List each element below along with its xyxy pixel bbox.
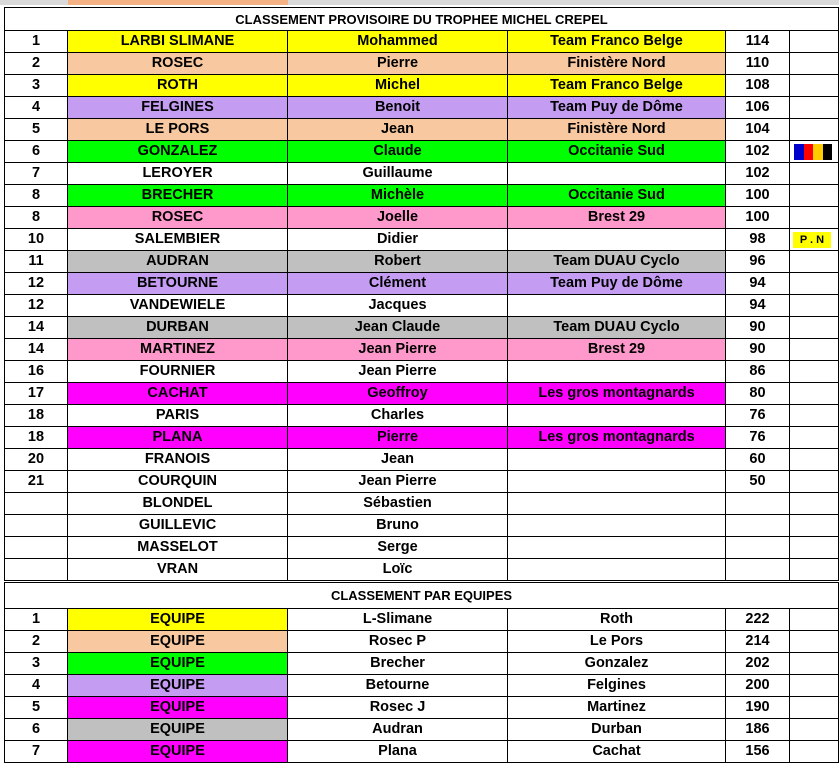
first-name-cell: Michel	[288, 75, 508, 97]
last-name-cell: VRAN	[68, 559, 288, 581]
last-name-cell: FOURNIER	[68, 361, 288, 383]
team-cell: Team DUAU Cyclo	[508, 251, 726, 273]
mark-cell	[790, 427, 839, 449]
team-cell	[508, 493, 726, 515]
first-name-cell: Jean Pierre	[288, 361, 508, 383]
team-points-cell: 214	[726, 631, 790, 653]
first-name-cell: Clément	[288, 273, 508, 295]
points-cell: 90	[726, 339, 790, 361]
last-name-cell: SALEMBIER	[68, 229, 288, 251]
last-name-cell: MASSELOT	[68, 537, 288, 559]
last-name-cell: COURQUIN	[68, 471, 288, 493]
team-label-cell: EQUIPE	[68, 675, 288, 697]
last-name-cell: FELGINES	[68, 97, 288, 119]
team-member-b-cell: Durban	[508, 719, 726, 741]
team-rank-cell: 7	[4, 741, 68, 763]
last-name-cell: VANDEWIELE	[68, 295, 288, 317]
rank-cell: 7	[4, 163, 68, 185]
mark-cell	[790, 141, 839, 163]
rank-cell: 5	[4, 119, 68, 141]
team-rank-cell: 5	[4, 697, 68, 719]
rank-cell: 11	[4, 251, 68, 273]
rank-cell: 17	[4, 383, 68, 405]
mark-cell	[790, 515, 839, 537]
last-name-cell: CACHAT	[68, 383, 288, 405]
mark-cell	[790, 361, 839, 383]
mark-cell	[790, 273, 839, 295]
team-cell	[508, 515, 726, 537]
team-cell: Brest 29	[508, 339, 726, 361]
mark-cell	[790, 185, 839, 207]
first-name-cell: Jean Claude	[288, 317, 508, 339]
rank-cell	[4, 493, 68, 515]
pn-badge: P . N	[793, 232, 831, 248]
mark-cell	[790, 119, 839, 141]
team-rank-cell: 2	[4, 631, 68, 653]
team-points-cell: 186	[726, 719, 790, 741]
mark-cell	[790, 207, 839, 229]
first-name-cell: Jean Pierre	[288, 339, 508, 361]
team-cell: Team DUAU Cyclo	[508, 317, 726, 339]
last-name-cell: LEROYER	[68, 163, 288, 185]
last-name-cell: BRECHER	[68, 185, 288, 207]
team-cell	[508, 295, 726, 317]
first-name-cell: Michèle	[288, 185, 508, 207]
first-name-cell: Jean	[288, 449, 508, 471]
team-member-a-cell: Audran	[288, 719, 508, 741]
team-points-cell: 190	[726, 697, 790, 719]
first-name-cell: Didier	[288, 229, 508, 251]
team-label-cell: EQUIPE	[68, 741, 288, 763]
points-cell: 60	[726, 449, 790, 471]
rank-cell: 4	[4, 97, 68, 119]
first-name-cell: Guillaume	[288, 163, 508, 185]
section-divider	[4, 580, 839, 583]
points-cell: 50	[726, 471, 790, 493]
points-cell: 94	[726, 295, 790, 317]
team-label-cell: EQUIPE	[68, 653, 288, 675]
team-cell: Team Franco Belge	[508, 31, 726, 53]
last-name-cell: AUDRAN	[68, 251, 288, 273]
mark-cell	[790, 493, 839, 515]
points-cell: 86	[726, 361, 790, 383]
last-name-cell: PARIS	[68, 405, 288, 427]
team-cell: Les gros montagnards	[508, 427, 726, 449]
mark-cell	[790, 295, 839, 317]
team-member-a-cell: L-Slimane	[288, 609, 508, 631]
first-name-cell: Loïc	[288, 559, 508, 581]
mark-cell	[790, 449, 839, 471]
rank-cell: 14	[4, 317, 68, 339]
team-rank-cell: 6	[4, 719, 68, 741]
last-name-cell: BETOURNE	[68, 273, 288, 295]
team-mark-cell	[790, 675, 839, 697]
first-name-cell: Jacques	[288, 295, 508, 317]
team-cell: Finistère Nord	[508, 119, 726, 141]
rank-cell	[4, 515, 68, 537]
first-name-cell: Claude	[288, 141, 508, 163]
mark-cell	[790, 559, 839, 581]
team-member-b-cell: Le Pors	[508, 631, 726, 653]
team-cell: Team Puy de Dôme	[508, 273, 726, 295]
rank-cell: 18	[4, 405, 68, 427]
points-cell: 106	[726, 97, 790, 119]
team-rank-cell: 3	[4, 653, 68, 675]
rank-cell: 1	[4, 31, 68, 53]
team-label-cell: EQUIPE	[68, 719, 288, 741]
rank-cell: 2	[4, 53, 68, 75]
last-name-cell: FRANOIS	[68, 449, 288, 471]
points-cell: 80	[726, 383, 790, 405]
team-mark-cell	[790, 631, 839, 653]
points-cell: 104	[726, 119, 790, 141]
team-rank-cell: 4	[4, 675, 68, 697]
last-name-cell: ROSEC	[68, 53, 288, 75]
team-points-cell: 202	[726, 653, 790, 675]
team-label-cell: EQUIPE	[68, 609, 288, 631]
mark-cell	[790, 537, 839, 559]
points-cell: 102	[726, 163, 790, 185]
points-cell: 76	[726, 427, 790, 449]
team-cell: Brest 29	[508, 207, 726, 229]
rank-cell	[4, 559, 68, 581]
team-cell	[508, 449, 726, 471]
team-cell	[508, 405, 726, 427]
rank-cell: 16	[4, 361, 68, 383]
mark-cell	[790, 97, 839, 119]
team-mark-cell	[790, 653, 839, 675]
rank-cell: 10	[4, 229, 68, 251]
first-name-cell: Benoit	[288, 97, 508, 119]
last-name-cell: MARTINEZ	[68, 339, 288, 361]
first-name-cell: Serge	[288, 537, 508, 559]
team-label-cell: EQUIPE	[68, 631, 288, 653]
rank-cell: 12	[4, 273, 68, 295]
rank-cell: 8	[4, 207, 68, 229]
team-cell: Team Franco Belge	[508, 75, 726, 97]
mark-cell	[790, 251, 839, 273]
rank-cell: 12	[4, 295, 68, 317]
points-cell: 94	[726, 273, 790, 295]
rank-cell: 3	[4, 75, 68, 97]
last-name-cell: LARBI SLIMANE	[68, 31, 288, 53]
points-cell: 96	[726, 251, 790, 273]
first-name-cell: Joelle	[288, 207, 508, 229]
team-cell: Les gros montagnards	[508, 383, 726, 405]
last-name-cell: ROSEC	[68, 207, 288, 229]
first-name-cell: Jean Pierre	[288, 471, 508, 493]
last-name-cell: BLONDEL	[68, 493, 288, 515]
team-member-b-cell: Gonzalez	[508, 653, 726, 675]
teams-ranking-title: CLASSEMENT PAR EQUIPES	[4, 583, 839, 609]
first-name-cell: Geoffroy	[288, 383, 508, 405]
mark-cell	[790, 53, 839, 75]
first-name-cell: Jean	[288, 119, 508, 141]
mark-cell	[790, 31, 839, 53]
last-name-cell: ROTH	[68, 75, 288, 97]
rank-cell: 18	[4, 427, 68, 449]
mark-cell	[790, 317, 839, 339]
team-member-a-cell: Rosec J	[288, 697, 508, 719]
team-cell	[508, 537, 726, 559]
points-cell: 98	[726, 229, 790, 251]
team-member-a-cell: Brecher	[288, 653, 508, 675]
team-cell: Occitanie Sud	[508, 141, 726, 163]
points-cell: 102	[726, 141, 790, 163]
team-points-cell: 200	[726, 675, 790, 697]
team-label-cell: EQUIPE	[68, 697, 288, 719]
team-mark-cell	[790, 741, 839, 763]
first-name-cell: Pierre	[288, 427, 508, 449]
last-name-cell: DURBAN	[68, 317, 288, 339]
jersey-flag-icon	[794, 144, 832, 160]
mark-cell	[790, 471, 839, 493]
rank-cell	[4, 537, 68, 559]
team-cell	[508, 163, 726, 185]
points-cell	[726, 559, 790, 581]
rank-cell: 14	[4, 339, 68, 361]
team-mark-cell	[790, 697, 839, 719]
mark-cell	[790, 75, 839, 97]
rank-cell: 21	[4, 471, 68, 493]
team-cell: Occitanie Sud	[508, 185, 726, 207]
points-cell: 114	[726, 31, 790, 53]
first-name-cell: Pierre	[288, 53, 508, 75]
team-member-b-cell: Cachat	[508, 741, 726, 763]
team-member-b-cell: Martinez	[508, 697, 726, 719]
team-mark-cell	[790, 719, 839, 741]
points-cell	[726, 515, 790, 537]
first-name-cell: Bruno	[288, 515, 508, 537]
points-cell: 108	[726, 75, 790, 97]
team-points-cell: 156	[726, 741, 790, 763]
rank-cell: 6	[4, 141, 68, 163]
first-name-cell: Sébastien	[288, 493, 508, 515]
mark-cell	[790, 339, 839, 361]
team-cell	[508, 559, 726, 581]
team-cell	[508, 361, 726, 383]
points-cell: 90	[726, 317, 790, 339]
team-member-b-cell: Felgines	[508, 675, 726, 697]
team-cell: Finistère Nord	[508, 53, 726, 75]
first-name-cell: Robert	[288, 251, 508, 273]
last-name-cell: LE PORS	[68, 119, 288, 141]
first-name-cell: Mohammed	[288, 31, 508, 53]
team-cell: Team Puy de Dôme	[508, 97, 726, 119]
last-name-cell: GUILLEVIC	[68, 515, 288, 537]
rank-cell: 20	[4, 449, 68, 471]
points-cell	[726, 537, 790, 559]
team-cell	[508, 471, 726, 493]
points-cell: 110	[726, 53, 790, 75]
points-cell: 100	[726, 207, 790, 229]
team-member-a-cell: Betourne	[288, 675, 508, 697]
rank-cell: 8	[4, 185, 68, 207]
team-cell	[508, 229, 726, 251]
team-mark-cell	[790, 609, 839, 631]
mark-cell	[790, 163, 839, 185]
points-cell	[726, 493, 790, 515]
first-name-cell: Charles	[288, 405, 508, 427]
last-name-cell: GONZALEZ	[68, 141, 288, 163]
points-cell: 100	[726, 185, 790, 207]
team-member-b-cell: Roth	[508, 609, 726, 631]
last-name-cell: PLANA	[68, 427, 288, 449]
mark-cell	[790, 405, 839, 427]
team-rank-cell: 1	[4, 609, 68, 631]
team-member-a-cell: Plana	[288, 741, 508, 763]
ranking-title: CLASSEMENT PROVISOIRE DU TROPHEE MICHEL CREPEL	[4, 7, 839, 31]
team-points-cell: 222	[726, 609, 790, 631]
team-member-a-cell: Rosec P	[288, 631, 508, 653]
mark-cell	[790, 229, 839, 251]
mark-cell	[790, 383, 839, 405]
points-cell: 76	[726, 405, 790, 427]
